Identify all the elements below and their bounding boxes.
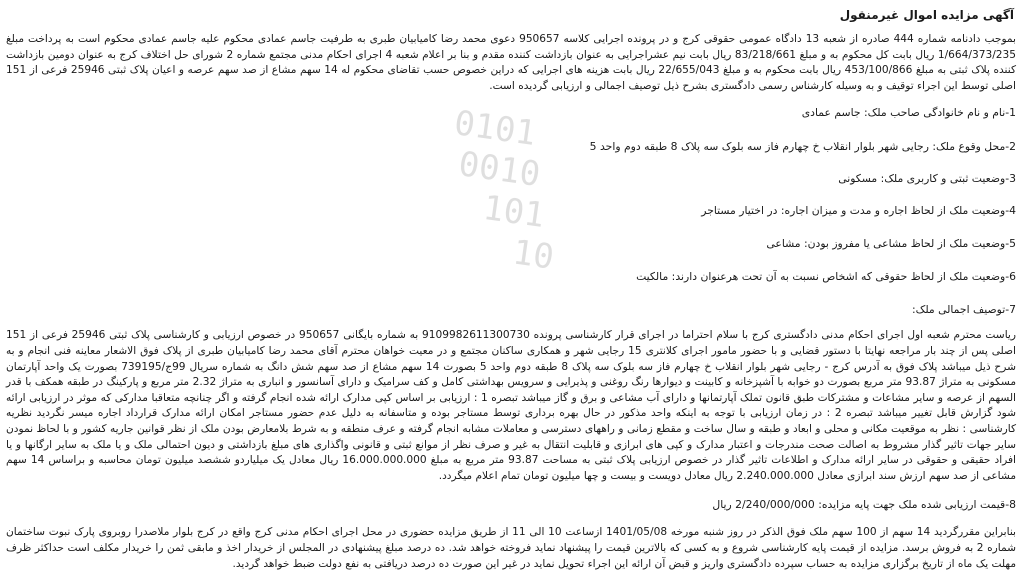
svg-text:0101: 0101 bbox=[451, 103, 539, 155]
intro-paragraph: بموجب دادنامه شماره 444 صادره از شعبه 13 دادگاه عمومی حقوقی کرج و در پرونده اجرایی کلاسه 950657 دعوی محمد رضا کامیابیان طبری به طرفیت جاسم عمادی محکوم علیه جاسم عمادی محکوم است به پرداخت مبلغ 1/664/373/235 ریال بابت کل محکوم به و مبلغ 83/218/661 ریال بابت نیم عشراجرایی به عنوان بازداشت کننده مقدم و بنا بر اعلام شعبه 4 اجرای احکام مدنی مجتمع شماره 2 شورای حل اختلاف کرج به عنوان دومین بازداشت کننده پلاک ثبتی به مبلغ 453/100/866 ریال بابت محکوم به و مبلغ 22/655/043 ریال بابت هزینه های اجرایی که دراین خصوص حسب تقاضای محکوم له 14 سهم مشاع از صد سهم عرصه و اعیان پلاک ثبتی 25946 فرعی از 151 اصلی توسط این اجراء توقیف و به وسیله کارشناس رسمی دادگستری بشرح ذیل توصیف اجمالی و ارزیابی گردیده است. bbox=[6, 33, 1016, 92]
lease-status-item: 4-وضعیت ملک از لحاظ اجاره و مدت و میزان اجاره: در اختیار مستاجر bbox=[701, 204, 1016, 218]
svg-text:10: 10 bbox=[510, 232, 557, 278]
location-item: 2-محل وقوع ملک: رجایی شهر بلوار انقلاب خ چهارم فاز سه بلوک سه پلاک 8 طبقه دوم واحد 5 bbox=[589, 140, 1016, 154]
auction-terms-paragraph: بنابراین مقررگردید 14 سهم از 100 سهم ملک فوق الذکر در روز شنبه مورخه 1401/05/08 ازساعت 10 الی 11 از طریق مزایده حضوری در محل اجرای احکام مدنی کرج واقع در کرج بلوار ملاصدرا روبروی پارک نبوت ساختمان شماره 2 به فروش برسد. مزایده از قیمت پایه کارشناسی شروع و به کسی که بالاترین قیمت را پیشنهاد نماید فروخته خواهد شد. ده درصد مبلغ پیشنهادی در المجلس از خریدار اخذ و مابقی ثمن را خریدار مکلف است حداکثر ظرف مهلت یک ماه از تاریخ برگزاری مزایده به حساب سپرده دادگستری واریز و قبض آن ارائه این اجراء تحویل نماید در غیر این صورت ده درصد دریافتی به نفع دولت ضبط خواهد گردید. bbox=[6, 526, 1017, 570]
registration-status-item: 3-وضعیت ثبتی و کاربری ملک: مسکونی bbox=[838, 172, 1016, 186]
svg-text:101: 101 bbox=[480, 187, 548, 237]
joint-ownership-item: 5-وضعیت ملک از لحاظ مشاعی یا مفروز بودن: مشاعی bbox=[766, 237, 1016, 251]
legal-rights-item: 6-وضعیت ملک از لحاظ حقوقی که اشخاص نسبت به آن تحت هرعنوان دارند: مالکیت bbox=[636, 270, 1016, 284]
owner-name-item: 1-نام و نام خانوادگی صاحب ملک: جاسم عمادی bbox=[801, 106, 1016, 120]
description-paragraph: ریاست محترم شعبه اول اجرای احکام مدنی دادگستری کرج با سلام احتراما در اجرای قرار کارشناسی پرونده 9109982611300730 به شماره بایگانی 950657 در خصوص ارزیابی و کارشناسی پلاک ثبتی 25946 فرعی از 151 اصلی پس از چند بار مراجعه نهایتا با دستور قضایی و با حضور مامور اجرای کلانتری 15 رجایی شهر و همکاری ساکنان مجتمع و در معیت خواهان محترم آقای محمد رضا کامیابیان طبری از پلاک فوق الاشعار معاینه فنی انجام و به شرح ذیل میباشد پلاک فوق به آدرس کرج - رجایی شهر بلوار انقلاب خ چهارم فاز سه بلوک سه پلاک 8 طبقه دوم واحد 5 بصورت 14 سهم مشاع از صد سهم شش دانگ به شماره سریال 99ج/739195 بصورت یک واحد آپارتمان مسکونی به متراژ 93.87 متر مربع بصورت دو خوابه با آشپزخانه و کابینت و دیوارها رنگ روغنی و پذیرایی و سرویس بهداشتی کامل و کف سرامیک و دارای آسانسور و انباری به متراژ 2.32 متر مربع و پارکینگ در طبقه همکف با قدر السهم از عرصه و سایر مشاعات و مشترکات طبق قانون تملک آپارتمانها و دارای آب مشاعی و برق و گاز میباشد تبصره 1 : ارزیابی بر اساس کپی مدارک ارائه شده انجام گرفته و اگر چنانچه متعاقبا مدارکی که موثر در ارزیابی ارائه شود گزارش قابل تغییر میباشد تبصره 2 : در زمان ارزیابی با توجه به اینکه واحد مذکور در حال بهره برداری توسط مستاجر بوده و متاسفانه به دلیل عدم حضور مستاجر امکان ارائه مدارک قرارداد اجاره میسر نگردید نظریه کارشناسی : نظر به موقعیت مکانی و محلی و ابعاد و طبقه و سال ساخت و مقطع زمانی و راههای دسترسی و معاملات مشابه انجام گرفته و عرف منطقه و به شرط بلامعارض بودن ملک از نظر قوانین جاریه کشور و با لحاظ نمودن سایر جهات تاثیر گذار مشروط به اصالت صحت مندرجات و اعتبار مدارک و کپی های ابرازی و قابلیت انتقال به غیر و صرف نظر از موانع ثبتی و قانونی واگذاری های مبلغ بازداشتی و دیون احتمالی ملک و یا ملک به سایر ارگانها و یا افراد حقیقی و حقوقی در سایر ارائه مدارک و اطلاعات تاثیر گذار در خصوص ارزیابی پلاک ثبتی به مساحت 93.87 متر مربع به مبلغ 16.000.000.000 ریال معادل یک میلیاردو ششصد میلیون تومان محاسبه و براساس 14 سهم مشاعی از صد سهم ارزش سند ابرازی معادل 2.240.000.000 ریال معادل دویست و بیست و چها میلیون تومان تمام اعلام میگردد. bbox=[6, 329, 1016, 482]
description-heading: 7-توصیف اجمالی ملک: bbox=[912, 303, 1016, 317]
appraised-price-item: 8-قیمت ارزیابی شده ملک جهت پایه مزایده: 2/240/000/000 ریال bbox=[712, 498, 1016, 512]
svg-text:0010: 0010 bbox=[456, 144, 543, 196]
notice-title: آگهی مزایده اموال غیرمنقول bbox=[839, 8, 1014, 22]
